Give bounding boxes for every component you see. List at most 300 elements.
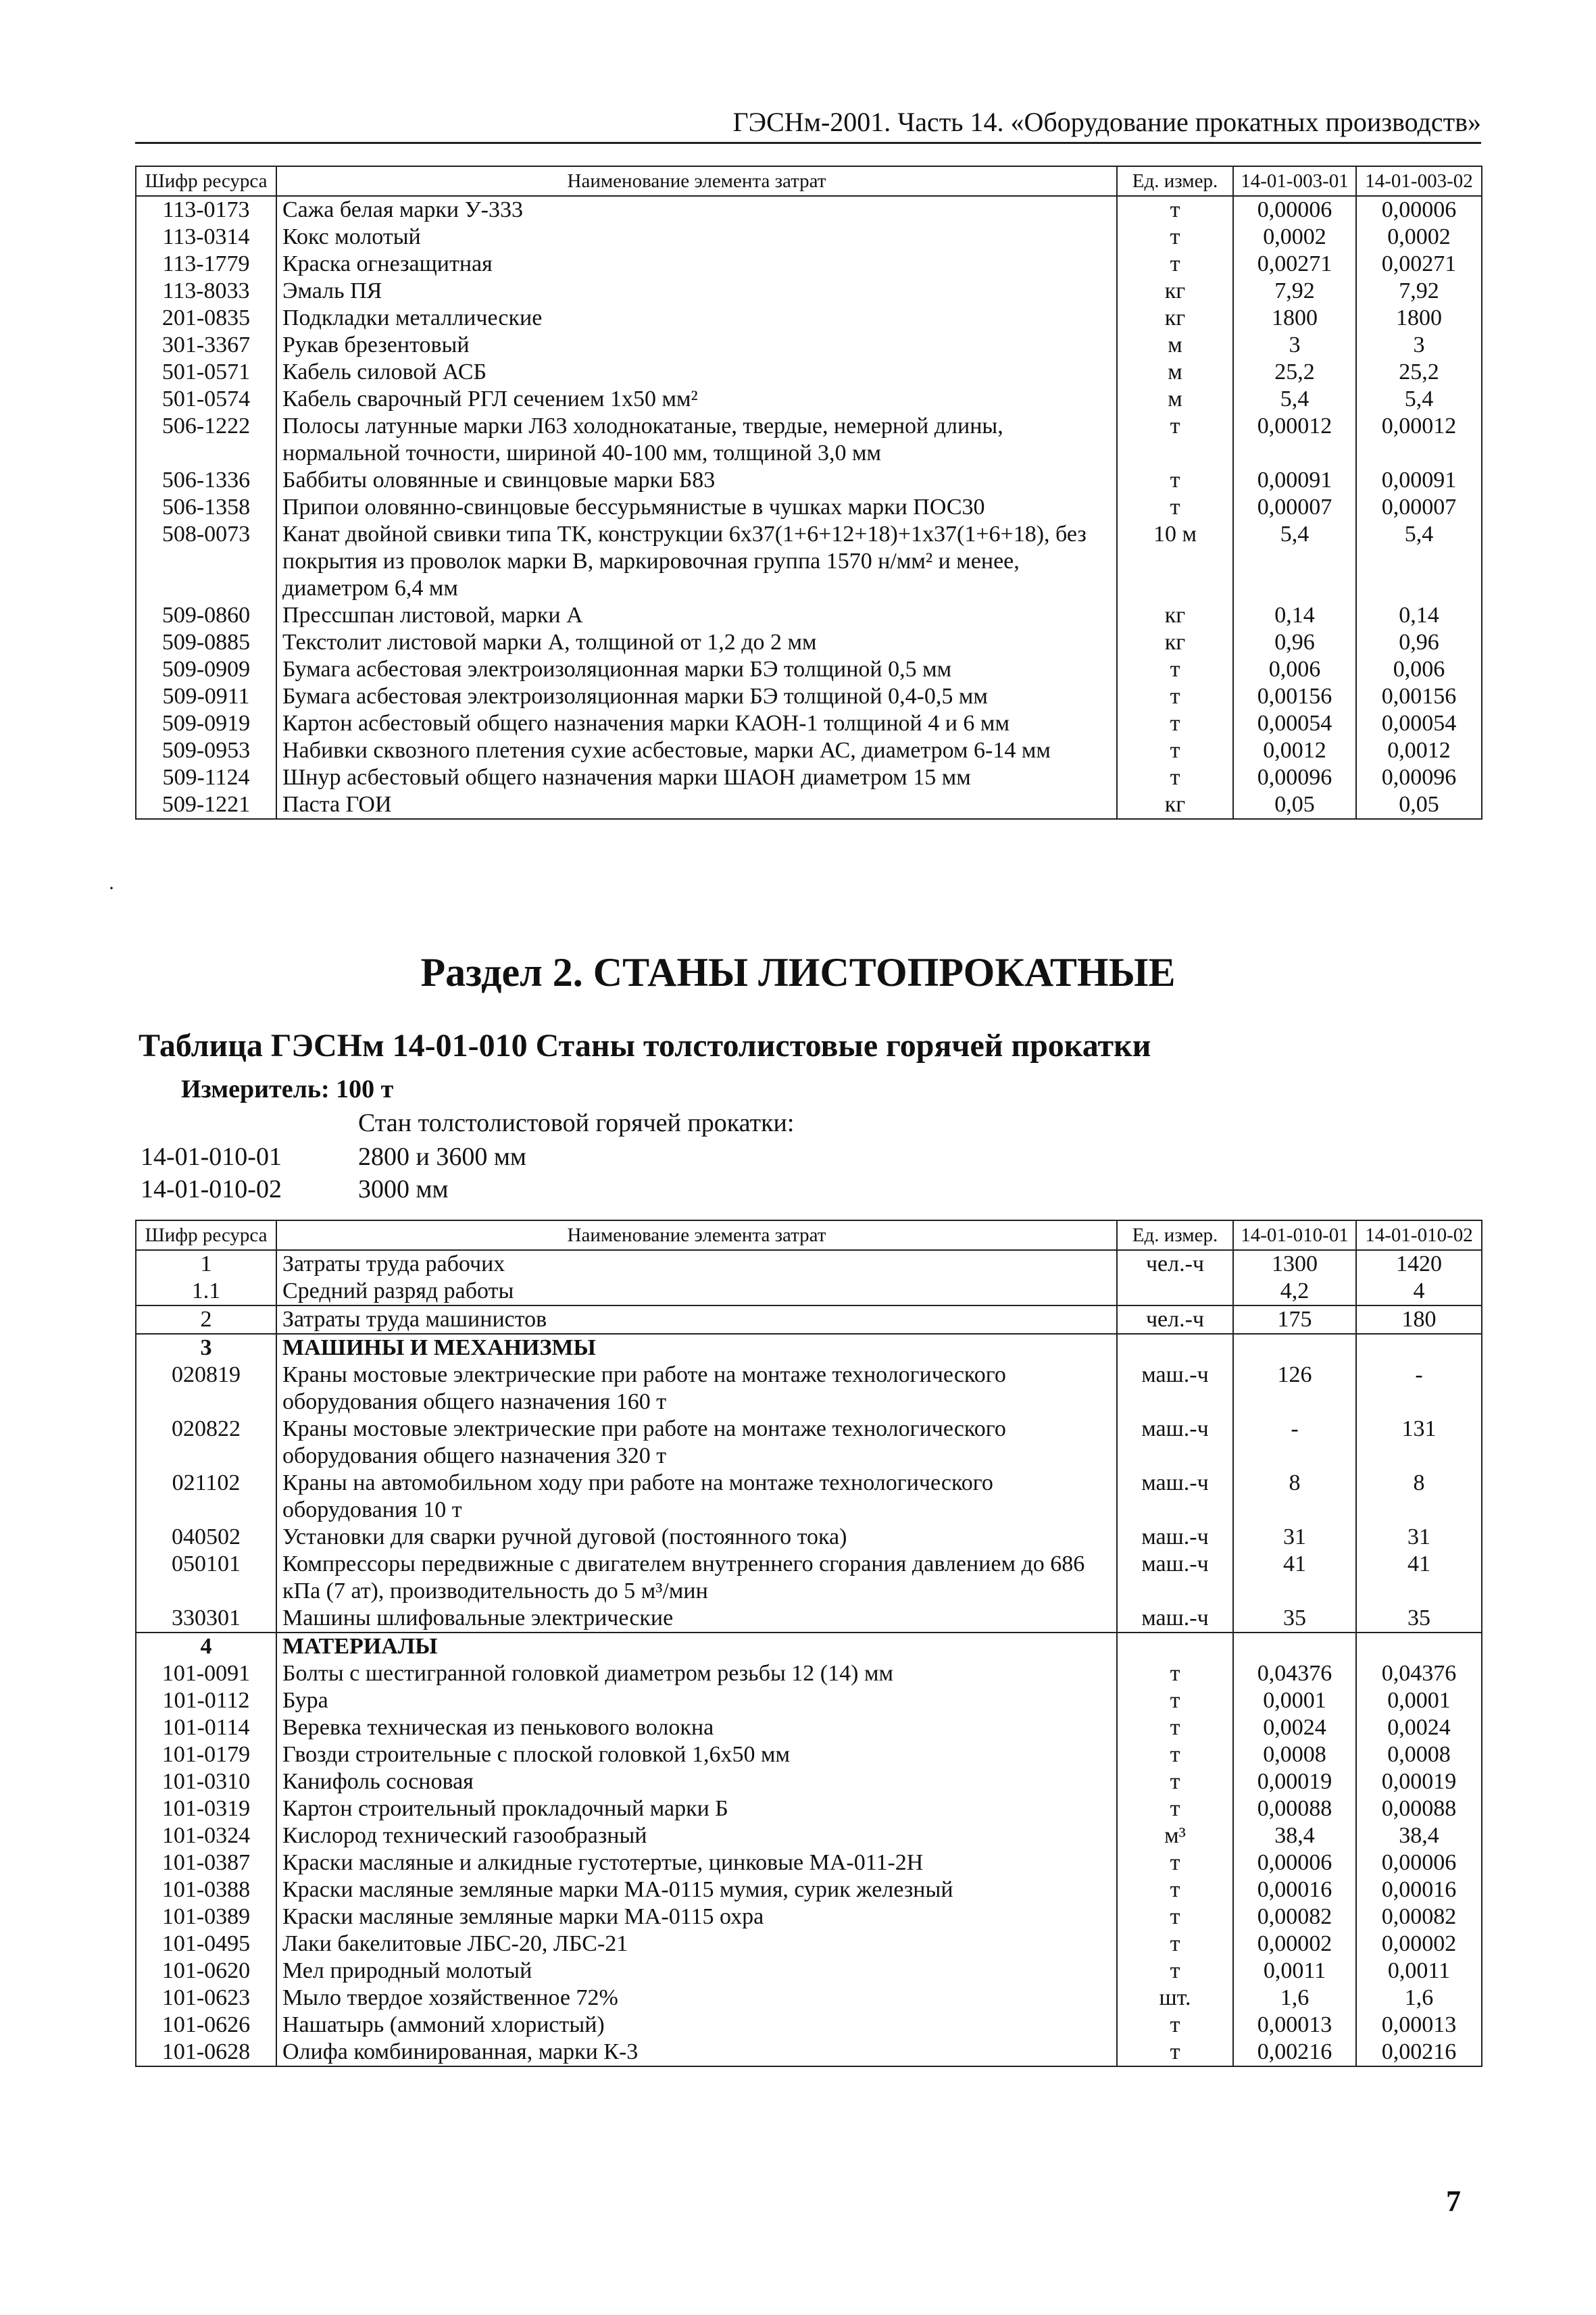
cell-code: 509-0953 <box>136 737 276 764</box>
cell-unit: т <box>1117 1795 1233 1822</box>
cell-value-1: 1,6 <box>1233 1985 1356 2012</box>
table-row <box>136 1714 1482 1741</box>
cell-code: 113-1779 <box>136 251 276 278</box>
cell-value-2: 0,0012 <box>1356 737 1482 764</box>
cell-unit: кг <box>1117 791 1233 819</box>
table-row <box>136 791 1482 819</box>
cell-unit: 10 м <box>1117 521 1233 602</box>
cell-unit: т <box>1117 764 1233 791</box>
cell-value-1: 0,00271 <box>1233 251 1356 278</box>
col-header-v1: 14-01-003-01 <box>1233 166 1356 196</box>
col-header-v2: 14-01-003-02 <box>1356 166 1482 196</box>
cell-value-2: 131 <box>1356 1416 1482 1470</box>
cell-code: 101-0179 <box>136 1741 276 1768</box>
cell-name: Прессшпан листовой, марки А <box>276 602 1117 629</box>
cell-value-2: 0,96 <box>1356 629 1482 656</box>
cell-unit: т <box>1117 196 1233 224</box>
cell-name: Кислород технический газообразный <box>276 1822 1117 1849</box>
cell-value-1: 0,0011 <box>1233 1958 1356 1985</box>
cell-code: 101-0620 <box>136 1958 276 1985</box>
col-header-name: Наименование элемента затрат <box>276 166 1117 196</box>
col-header-unit: Ед. измер. <box>1117 166 1233 196</box>
cell-name: Набивки сквозного плетения сухие асбестовые, марки АС, диаметром 6-14 мм <box>276 737 1117 764</box>
cell-code: 509-1124 <box>136 764 276 791</box>
table-row <box>136 196 1482 224</box>
cell-code: 3 <box>136 1334 276 1362</box>
cell-name: Припои оловянно-свинцовые бессурьмянистые в чушках марки ПОС30 <box>276 494 1117 521</box>
cell-name: МАТЕРИАЛЫ <box>276 1633 1117 1660</box>
cell-name: Бумага асбестовая электроизоляционная марки БЭ толщиной 0,5 мм <box>276 656 1117 683</box>
cell-name: Полосы латунные марки Л63 холоднокатаные, твердые, немерной длины, нормальной точности, шириной 40-100 мм, толщиной 3,0 мм <box>276 413 1117 467</box>
cell-name: МАШИНЫ И МЕХАНИЗМЫ <box>276 1334 1117 1362</box>
cell-name: Веревка техническая из пенькового волокна <box>276 1714 1117 1741</box>
cell-code: 509-0860 <box>136 602 276 629</box>
cell-unit: т <box>1117 1741 1233 1768</box>
cell-code: 050101 <box>136 1551 276 1605</box>
cell-name: Картон строительный прокладочный марки Б <box>276 1795 1117 1822</box>
cell-unit: т <box>1117 224 1233 251</box>
cell-unit: т <box>1117 1660 1233 1687</box>
cell-value-1: 1300 <box>1233 1250 1356 1278</box>
table-row <box>136 656 1482 683</box>
cell-name: Баббиты оловянные и свинцовые марки Б83 <box>276 467 1117 494</box>
table-header-row <box>136 166 1482 196</box>
cell-code: 509-0919 <box>136 710 276 737</box>
cell-value-2: 4 <box>1356 1278 1482 1305</box>
table-row <box>136 2039 1482 2066</box>
cell-code: 101-0319 <box>136 1795 276 1822</box>
resources-table-1 <box>135 166 1482 820</box>
cell-code: 101-0387 <box>136 1849 276 1876</box>
cell-value-1: 0,0024 <box>1233 1714 1356 1741</box>
cell-name: Мыло твердое хозяйственное 72% <box>276 1985 1117 2012</box>
table-row <box>136 494 1482 521</box>
cell-unit: маш.-ч <box>1117 1551 1233 1605</box>
table-row <box>136 1605 1482 1633</box>
table-row <box>136 1633 1482 1660</box>
cell-name: Болты с шестигранной головкой диаметром резьбы 12 (14) мм <box>276 1660 1117 1687</box>
cell-code: 101-0310 <box>136 1768 276 1795</box>
cell-unit: кг <box>1117 629 1233 656</box>
cell-value-2: 0,00013 <box>1356 2012 1482 2039</box>
col-header-v1: 14-01-010-01 <box>1233 1220 1356 1250</box>
cell-value-1: 0,00006 <box>1233 196 1356 224</box>
cell-value-2: 0,00019 <box>1356 1768 1482 1795</box>
variant-caption: Стан толстолистовой горячей прокатки: <box>358 1109 795 1137</box>
meter-label: Измеритель: 100 т <box>181 1075 394 1103</box>
cell-unit: м <box>1117 386 1233 413</box>
cell-value-1: 0,00016 <box>1233 1876 1356 1903</box>
cell-name: Краны мостовые электрические при работе на монтаже технологического оборудования общего назначения 160 т <box>276 1362 1117 1416</box>
cell-value-2 <box>1356 1633 1482 1660</box>
cell-value-1: 0,00054 <box>1233 710 1356 737</box>
cell-code: 020822 <box>136 1416 276 1470</box>
cell-value-2: 38,4 <box>1356 1822 1482 1849</box>
cell-code: 113-8033 <box>136 278 276 305</box>
cell-code: 506-1336 <box>136 467 276 494</box>
cell-name: Средний разряд работы <box>276 1278 1117 1305</box>
cell-unit: т <box>1117 1687 1233 1714</box>
cell-value-2: 8 <box>1356 1470 1482 1524</box>
cell-unit: т <box>1117 1849 1233 1876</box>
table-row <box>136 521 1482 602</box>
cell-value-1: 0,05 <box>1233 791 1356 819</box>
col-header-code: Шифр ресурса <box>136 166 276 196</box>
cell-code: 113-0173 <box>136 196 276 224</box>
cell-value-2 <box>1356 1334 1482 1362</box>
cell-value-1: 25,2 <box>1233 359 1356 386</box>
cell-unit: кг <box>1117 278 1233 305</box>
cell-value-1: 0,00012 <box>1233 413 1356 467</box>
cell-name: Бумага асбестовая электроизоляционная марки БЭ толщиной 0,4-0,5 мм <box>276 683 1117 710</box>
cell-value-1: 5,4 <box>1233 386 1356 413</box>
cell-value-2: 0,00271 <box>1356 251 1482 278</box>
cell-value-2: 0,0002 <box>1356 224 1482 251</box>
cell-name: Эмаль ПЯ <box>276 278 1117 305</box>
cell-name: Краски масляные земляные марки МА-0115 мумия, сурик железный <box>276 1876 1117 1903</box>
cell-value-2: 0,0024 <box>1356 1714 1482 1741</box>
cell-value-1: 0,0002 <box>1233 224 1356 251</box>
cell-unit: маш.-ч <box>1117 1362 1233 1416</box>
cell-value-2: 1,6 <box>1356 1985 1482 2012</box>
table-row <box>136 1876 1482 1903</box>
cell-value-1: 0,00007 <box>1233 494 1356 521</box>
cell-value-1: 1800 <box>1233 305 1356 332</box>
cell-value-2: 0,00156 <box>1356 683 1482 710</box>
cell-value-1: 35 <box>1233 1605 1356 1633</box>
table-row <box>136 602 1482 629</box>
cell-name: Нашатырь (аммоний хлористый) <box>276 2012 1117 2039</box>
cell-name: Канат двойной свивки типа ТК, конструкции 6х37(1+6+12+18)+1х37(1+6+18), без покрытия из проволок марки В, маркировочная группа 1570 н/мм² и менее, диаметром 6,4 мм <box>276 521 1117 602</box>
cell-value-2: 7,92 <box>1356 278 1482 305</box>
cell-code: 101-0623 <box>136 1985 276 2012</box>
cell-value-2: 0,00012 <box>1356 413 1482 467</box>
table-row <box>136 1551 1482 1605</box>
cell-value-2: 0,00096 <box>1356 764 1482 791</box>
cell-name: Гвозди строительные с плоской головкой 1,6х50 мм <box>276 1741 1117 1768</box>
cell-code: 506-1222 <box>136 413 276 467</box>
table-row <box>136 305 1482 332</box>
cell-unit: т <box>1117 494 1233 521</box>
table-row <box>136 1305 1482 1334</box>
cell-code: 101-0628 <box>136 2039 276 2066</box>
table-row <box>136 1470 1482 1524</box>
cell-value-1: 0,00006 <box>1233 1849 1356 1876</box>
table-row <box>136 1416 1482 1470</box>
cell-value-1: 0,0001 <box>1233 1687 1356 1714</box>
table-row <box>136 2012 1482 2039</box>
cell-code: 506-1358 <box>136 494 276 521</box>
cell-unit: т <box>1117 467 1233 494</box>
cell-value-1: 7,92 <box>1233 278 1356 305</box>
cell-value-2: 5,4 <box>1356 386 1482 413</box>
section-title: Раздел 2. СТАНЫ ЛИСТОПРОКАТНЫЕ <box>420 950 1176 995</box>
cell-value-2: 0,00006 <box>1356 1849 1482 1876</box>
table-row <box>136 1795 1482 1822</box>
cell-code: 021102 <box>136 1470 276 1524</box>
cell-value-2: 0,00002 <box>1356 1931 1482 1958</box>
cell-name: Краска огнезащитная <box>276 251 1117 278</box>
cell-value-2: 1420 <box>1356 1250 1482 1278</box>
cell-value-2: 1800 <box>1356 305 1482 332</box>
cell-code: 113-0314 <box>136 224 276 251</box>
table-row <box>136 764 1482 791</box>
cell-value-2: 0,14 <box>1356 602 1482 629</box>
cell-value-2: 31 <box>1356 1524 1482 1551</box>
cell-value-1: 126 <box>1233 1362 1356 1416</box>
cell-name: Краски масляные земляные марки МА-0115 охра <box>276 1903 1117 1931</box>
cell-name: Бура <box>276 1687 1117 1714</box>
cell-code: 201-0835 <box>136 305 276 332</box>
cell-name: Установки для сварки ручной дуговой (постоянного тока) <box>276 1524 1117 1551</box>
cell-code: 040502 <box>136 1524 276 1551</box>
cell-value-2: 0,00007 <box>1356 494 1482 521</box>
table-row <box>136 1822 1482 1849</box>
cell-code: 101-0626 <box>136 2012 276 2039</box>
cell-unit <box>1117 1334 1233 1362</box>
table-row <box>136 710 1482 737</box>
cell-unit: маш.-ч <box>1117 1524 1233 1551</box>
cell-unit: м <box>1117 359 1233 386</box>
variant-desc: 3000 мм <box>358 1175 449 1203</box>
cell-value-1: 0,00019 <box>1233 1768 1356 1795</box>
cell-code: 020819 <box>136 1362 276 1416</box>
col-header-v2: 14-01-010-02 <box>1356 1220 1482 1250</box>
cell-name: Паста ГОИ <box>276 791 1117 819</box>
cell-unit: т <box>1117 683 1233 710</box>
cell-unit: кг <box>1117 305 1233 332</box>
cell-name: Кокс молотый <box>276 224 1117 251</box>
cell-value-2: 0,00016 <box>1356 1876 1482 1903</box>
cell-code: 101-0091 <box>136 1660 276 1687</box>
cell-name: Кабель сварочный РГЛ сечением 1х50 мм² <box>276 386 1117 413</box>
cell-unit: т <box>1117 1768 1233 1795</box>
cell-value-1: 0,00082 <box>1233 1903 1356 1931</box>
table-row <box>136 737 1482 764</box>
cell-name: Мел природный молотый <box>276 1958 1117 1985</box>
cell-value-1: 0,00156 <box>1233 683 1356 710</box>
cell-name: Канифоль сосновая <box>276 1768 1117 1795</box>
cell-code: 501-0574 <box>136 386 276 413</box>
cell-code: 101-0112 <box>136 1687 276 1714</box>
cell-code: 4 <box>136 1633 276 1660</box>
cell-value-2: 180 <box>1356 1305 1482 1334</box>
cell-name: Картон асбестовый общего назначения марки КАОН-1 толщиной 4 и 6 мм <box>276 710 1117 737</box>
cell-code: 508-0073 <box>136 521 276 602</box>
col-header-code: Шифр ресурса <box>136 1220 276 1250</box>
cell-unit: т <box>1117 737 1233 764</box>
cell-unit: т <box>1117 710 1233 737</box>
col-header-name: Наименование элемента затрат <box>276 1220 1117 1250</box>
cell-value-1 <box>1233 1633 1356 1660</box>
cell-unit <box>1117 1633 1233 1660</box>
table-title: Таблица ГЭСНм 14-01-010 Станы толстолистовые горячей прокатки <box>139 1028 1151 1064</box>
cell-name: Краны на автомобильном ходу при работе на монтаже технологического оборудования 10 т <box>276 1470 1117 1524</box>
cell-name: Затраты труда машинистов <box>276 1305 1117 1334</box>
cell-code: 1 <box>136 1250 276 1278</box>
cell-name: Затраты труда рабочих <box>276 1250 1117 1278</box>
variant-code: 14-01-010-01 <box>141 1143 282 1171</box>
cell-value-1: 31 <box>1233 1524 1356 1551</box>
cell-value-2: 0,00088 <box>1356 1795 1482 1822</box>
table-row <box>136 1768 1482 1795</box>
cell-code: 101-0324 <box>136 1822 276 1849</box>
cell-unit: т <box>1117 2012 1233 2039</box>
table-row <box>136 683 1482 710</box>
cell-unit: м <box>1117 332 1233 359</box>
header-title: ГЭСНм-2001. Часть 14. «Оборудование прокатных производств» <box>732 107 1481 137</box>
table-row <box>136 1985 1482 2012</box>
running-header <box>135 101 1481 144</box>
cell-value-2: 35 <box>1356 1605 1482 1633</box>
cell-value-2: 0,00006 <box>1356 196 1482 224</box>
cell-value-1: 0,96 <box>1233 629 1356 656</box>
cell-code: 509-0911 <box>136 683 276 710</box>
variant-line <box>141 1142 526 1172</box>
cell-value-1 <box>1233 1334 1356 1362</box>
table-row <box>136 251 1482 278</box>
cell-unit: кг <box>1117 602 1233 629</box>
cell-unit: т <box>1117 1903 1233 1931</box>
table-row <box>136 629 1482 656</box>
cell-name: Краски масляные и алкидные густотертые, цинковые МА-011-2Н <box>276 1849 1117 1876</box>
cell-value-2: 5,4 <box>1356 521 1482 602</box>
cell-value-2: 0,006 <box>1356 656 1482 683</box>
resources-table-2 <box>135 1220 1482 2067</box>
cell-value-2: 0,0008 <box>1356 1741 1482 1768</box>
cell-name: Рукав брезентовый <box>276 332 1117 359</box>
cell-value-2: 0,04376 <box>1356 1660 1482 1687</box>
cell-code: 509-0885 <box>136 629 276 656</box>
cell-value-1: 0,00091 <box>1233 467 1356 494</box>
cell-value-1: 0,00216 <box>1233 2039 1356 2066</box>
cell-value-1: 4,2 <box>1233 1278 1356 1305</box>
table-row <box>136 386 1482 413</box>
table-row <box>136 332 1482 359</box>
table-row <box>136 1278 1482 1305</box>
cell-unit: т <box>1117 1931 1233 1958</box>
cell-code: 509-0909 <box>136 656 276 683</box>
cell-name: Сажа белая марки У-333 <box>276 196 1117 224</box>
cell-unit: чел.-ч <box>1117 1250 1233 1278</box>
cell-value-2: 0,0001 <box>1356 1687 1482 1714</box>
table-row <box>136 413 1482 467</box>
cell-code: 101-0495 <box>136 1931 276 1958</box>
table-row <box>136 278 1482 305</box>
table-row <box>136 1903 1482 1931</box>
cell-value-1: 0,0008 <box>1233 1741 1356 1768</box>
cell-name: Подкладки металлические <box>276 305 1117 332</box>
cell-code: 1.1 <box>136 1278 276 1305</box>
cell-name: Краны мостовые электрические при работе на монтаже технологического оборудования общего назначения 320 т <box>276 1416 1117 1470</box>
page-number: 7 <box>1446 2185 1461 2218</box>
cell-code: 501-0571 <box>136 359 276 386</box>
cell-value-2: 0,00082 <box>1356 1903 1482 1931</box>
cell-code: 509-1221 <box>136 791 276 819</box>
cell-unit: т <box>1117 656 1233 683</box>
cell-unit: т <box>1117 2039 1233 2066</box>
cell-value-2: 0,0011 <box>1356 1958 1482 1985</box>
cell-code: 101-0114 <box>136 1714 276 1741</box>
cell-name: Компрессоры передвижные с двигателем внутреннего сгорания давлением до 686 кПа (7 ат), производительность до 5 м³/мин <box>276 1551 1117 1605</box>
table-row <box>136 1362 1482 1416</box>
cell-value-2: 3 <box>1356 332 1482 359</box>
table-row <box>136 1334 1482 1362</box>
cell-unit: т <box>1117 1876 1233 1903</box>
cell-unit: м³ <box>1117 1822 1233 1849</box>
cell-name: Машины шлифовальные электрические <box>276 1605 1117 1633</box>
cell-value-2: 0,00216 <box>1356 2039 1482 2066</box>
cell-unit: т <box>1117 413 1233 467</box>
cell-name: Кабель силовой АСБ <box>276 359 1117 386</box>
cell-name: Лаки бакелитовые ЛБС-20, ЛБС-21 <box>276 1931 1117 1958</box>
cell-value-2: 41 <box>1356 1551 1482 1605</box>
cell-unit: маш.-ч <box>1117 1416 1233 1470</box>
table-row <box>136 467 1482 494</box>
cell-name: Шнур асбестовый общего назначения марки ШАОН диаметром 15 мм <box>276 764 1117 791</box>
cell-name: Текстолит листовой марки А, толщиной от 1,2 до 2 мм <box>276 629 1117 656</box>
col-header-unit: Ед. измер. <box>1117 1220 1233 1250</box>
cell-value-1: 175 <box>1233 1305 1356 1334</box>
table-row <box>136 1931 1482 1958</box>
cell-value-2: 25,2 <box>1356 359 1482 386</box>
cell-code: 330301 <box>136 1605 276 1633</box>
variant-desc: 2800 и 3600 мм <box>358 1143 526 1171</box>
cell-value-1: 0,00096 <box>1233 764 1356 791</box>
cell-name: Олифа комбинированная, марки К-3 <box>276 2039 1117 2066</box>
cell-value-1: 38,4 <box>1233 1822 1356 1849</box>
table-row <box>136 359 1482 386</box>
table-row <box>136 1849 1482 1876</box>
cell-code: 101-0389 <box>136 1903 276 1931</box>
table-row <box>136 1660 1482 1687</box>
cell-unit: т <box>1117 1714 1233 1741</box>
cell-value-1: 41 <box>1233 1551 1356 1605</box>
cell-code: 2 <box>136 1305 276 1334</box>
cell-value-2: 0,00091 <box>1356 467 1482 494</box>
cell-value-2: 0,00054 <box>1356 710 1482 737</box>
table-row <box>136 224 1482 251</box>
cell-value-1: 0,00002 <box>1233 1931 1356 1958</box>
cell-unit: т <box>1117 1958 1233 1985</box>
cell-value-1: 3 <box>1233 332 1356 359</box>
table-row <box>136 1687 1482 1714</box>
variant-code: 14-01-010-02 <box>141 1175 282 1203</box>
cell-unit: т <box>1117 251 1233 278</box>
table-row <box>136 1741 1482 1768</box>
cell-code: 301-3367 <box>136 332 276 359</box>
variant-line <box>141 1174 449 1204</box>
table-row <box>136 1958 1482 1985</box>
cell-unit: чел.-ч <box>1117 1305 1233 1334</box>
cell-value-1: 0,04376 <box>1233 1660 1356 1687</box>
cell-unit <box>1117 1278 1233 1305</box>
cell-value-1: 0,14 <box>1233 602 1356 629</box>
cell-value-1: 5,4 <box>1233 521 1356 602</box>
table-row <box>136 1250 1482 1278</box>
cell-code: 101-0388 <box>136 1876 276 1903</box>
cell-value-1: 0,00013 <box>1233 2012 1356 2039</box>
cell-value-2: 0,05 <box>1356 791 1482 819</box>
cell-value-1: 0,006 <box>1233 656 1356 683</box>
stray-mark: · <box>108 877 115 899</box>
cell-value-2: - <box>1356 1362 1482 1416</box>
cell-unit: маш.-ч <box>1117 1605 1233 1633</box>
table-header-row <box>136 1220 1482 1250</box>
table-row <box>136 1524 1482 1551</box>
cell-value-1: 8 <box>1233 1470 1356 1524</box>
cell-unit: маш.-ч <box>1117 1470 1233 1524</box>
